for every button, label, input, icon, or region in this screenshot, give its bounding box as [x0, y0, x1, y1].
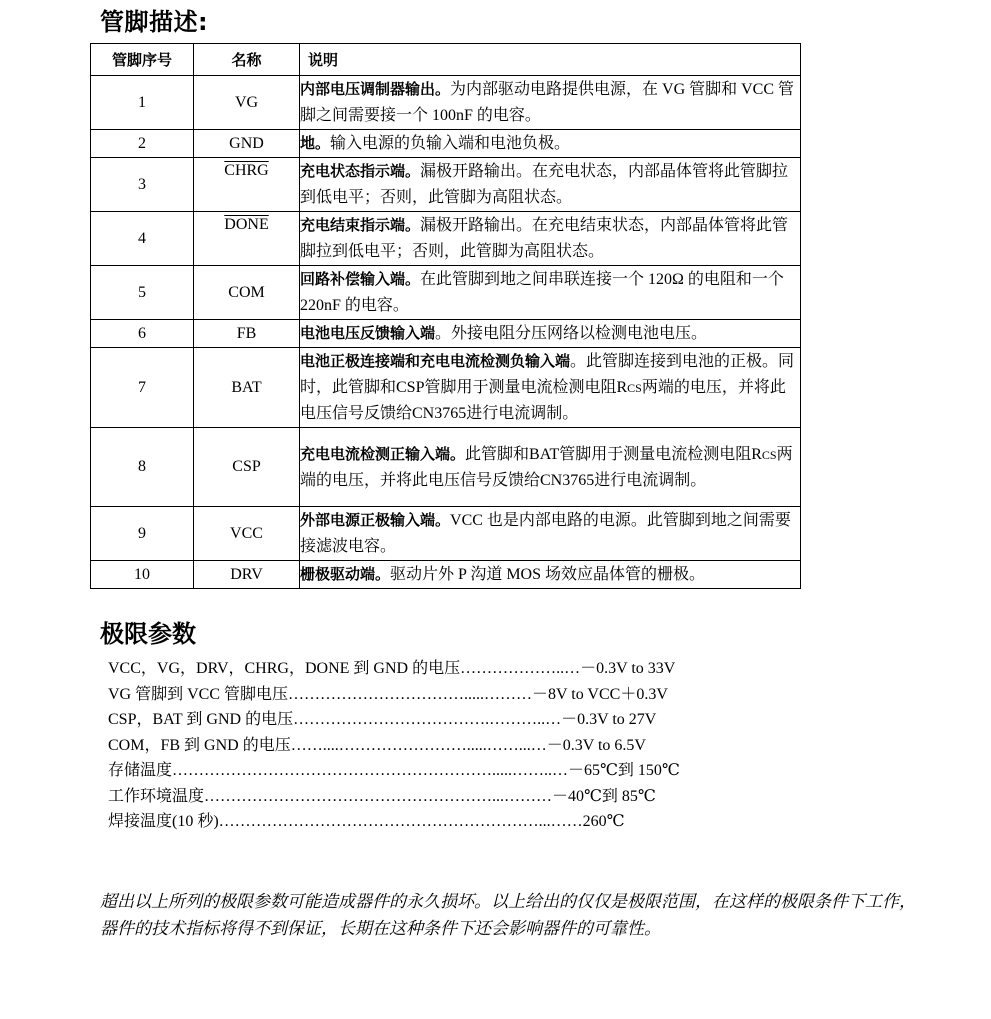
warning-note [100, 888, 930, 942]
list-item: VCC，VG，DRV，CHRG，DONE 到 GND 的电压………………..…－0.3V to 33V [108, 660, 676, 677]
table-row [91, 130, 801, 158]
table-row [91, 507, 801, 561]
pin-name: BAT [194, 348, 300, 428]
description-bold: 回路补偿输入端。 [300, 270, 421, 288]
pin-description [300, 212, 801, 266]
description-bold: 电池电压反馈输入端 [300, 324, 436, 342]
pin-name: FB [194, 320, 300, 348]
description-subscript: CS [761, 447, 777, 462]
description-bold: 外部电源正极输入端。 [300, 511, 451, 529]
pin-number: 5 [91, 266, 194, 320]
list-item: COM，FB 到 GND 的电压……....…………………….....……...…－0.3V to 6.5V [108, 736, 646, 754]
note-line: 超出以上所列的极限参数可能造成器件的永久损坏。以上给出的仅仅是极限范围，在这样的极限条件下工作， [100, 892, 916, 911]
description-subscript: CS [627, 381, 642, 395]
pin-description [300, 158, 801, 212]
description-text: 。此管脚连接到电池的正极。同时，此管脚和CSP管脚用于测量电流检测电阻R [300, 353, 795, 396]
pin-description [300, 76, 801, 130]
pin-name-overline: CHRG [224, 162, 269, 179]
pin-description [300, 266, 801, 320]
description-bold: 栅极驱动端。 [300, 565, 391, 583]
description-text-continued: 两端的电压，并将此电压信号反馈给CN3765进行电流调制。 [300, 445, 793, 489]
list-item: CSP，BAT 到 GND 的电压……………………………….………..…－0.3V to 27V [108, 711, 657, 728]
pin-name: GND [194, 130, 300, 158]
pin-number: 10 [91, 561, 194, 589]
table-row [91, 212, 801, 266]
table-header-row [91, 44, 801, 76]
pin-name [194, 158, 300, 212]
list-item: VG 管脚到 VCC 管脚电压…………………………….....………－8V to VCC＋0.3V [108, 685, 668, 703]
pin-description [300, 507, 801, 561]
pin-name [194, 212, 300, 266]
section-title-absolute-max-ratings: 极限参数 [100, 620, 196, 648]
pin-number: 4 [91, 212, 194, 266]
description-bold: 充电电流检测正输入端。 [300, 444, 466, 463]
table-row [91, 428, 801, 507]
description-bold: 充电状态指示端。 [300, 162, 421, 180]
header-pin-number: 管脚序号 [91, 44, 194, 76]
description-text: 为内部驱动电路提供电源，在 VG 管脚和 VCC 管脚之间需要接一个 100nF 的电容。 [300, 81, 795, 124]
pin-name: DRV [194, 561, 300, 589]
table-row [91, 348, 801, 428]
description-bold: 充电结束指示端。 [300, 216, 421, 234]
description-text: 在此管脚到地之间串联连接一个 120Ω 的电阻和一个 220nF 的电容。 [300, 271, 784, 314]
pin-name: CSP [194, 428, 300, 507]
pin-number: 1 [91, 76, 194, 130]
description-text: 此管脚和BAT管脚用于测量电流检测电阻R [465, 445, 762, 463]
description-text: 输入电源的负输入端和电池负极。 [330, 135, 571, 152]
pin-description [300, 320, 801, 348]
description-text: 驱动片外 P 沟道 MOS 场效应晶体管的栅极。 [390, 566, 706, 583]
table-row [91, 76, 801, 130]
table-row [91, 561, 801, 589]
pin-description [300, 348, 801, 428]
pin-name: VG [194, 76, 300, 130]
table-row [91, 266, 801, 320]
description-text: 漏极开路输出。在充电状态，内部晶体管将此管脚拉到低电平；否则，此管脚为高阻状态。 [300, 163, 789, 206]
description-text-continued: 两端的电压，并将此电压信号反馈给CN3765进行电流调制。 [300, 379, 786, 422]
description-bold: 电池正极连接端和充电电流检测负输入端 [300, 352, 571, 370]
header-description: 说明 [300, 44, 801, 76]
list-item: 存储温度…………………………………………………….....……..…－65℃到 150℃ [108, 762, 680, 779]
note-line: 器件的技术指标将得不到保证，长期在这种条件下还会影响器件的可靠性。 [100, 919, 661, 938]
description-text: 。外接电阻分压网络以检测电池电压。 [435, 325, 708, 342]
pin-number: 6 [91, 320, 194, 348]
pin-name: VCC [194, 507, 300, 561]
section-title-pin-description: 管脚描述: [100, 8, 209, 36]
description-text: 漏极开路输出。在充电结束状态，内部晶体管将此管脚拉到低电平；否则，此管脚为高阻状态。 [300, 217, 789, 260]
description-text: VCC 也是内部电路的电源。此管脚到地之间需要接滤波电容。 [300, 512, 791, 555]
pin-number: 3 [91, 158, 194, 212]
pin-number: 9 [91, 507, 194, 561]
description-bold: 内部电压调制器输出。 [300, 80, 451, 98]
pin-number: 7 [91, 348, 194, 428]
list-item: 工作环境温度………………………………………………...………－40℃到 85℃ [108, 787, 656, 805]
pin-name-overline: DONE [224, 216, 269, 233]
table-row [91, 320, 801, 348]
pin-number: 8 [91, 428, 194, 507]
pin-number: 2 [91, 130, 194, 158]
absolute-max-ratings-list [108, 656, 680, 835]
pin-description [300, 428, 801, 507]
pin-description [300, 130, 801, 158]
list-item: 焊接温度(10 秒)……………………………………………………...……260℃ [108, 813, 625, 830]
table-row [91, 158, 801, 212]
description-bold: 地。 [300, 134, 331, 152]
pin-description [300, 561, 801, 589]
pin-description-table [90, 43, 801, 589]
header-pin-name: 名称 [194, 44, 300, 76]
pin-name: COM [194, 266, 300, 320]
